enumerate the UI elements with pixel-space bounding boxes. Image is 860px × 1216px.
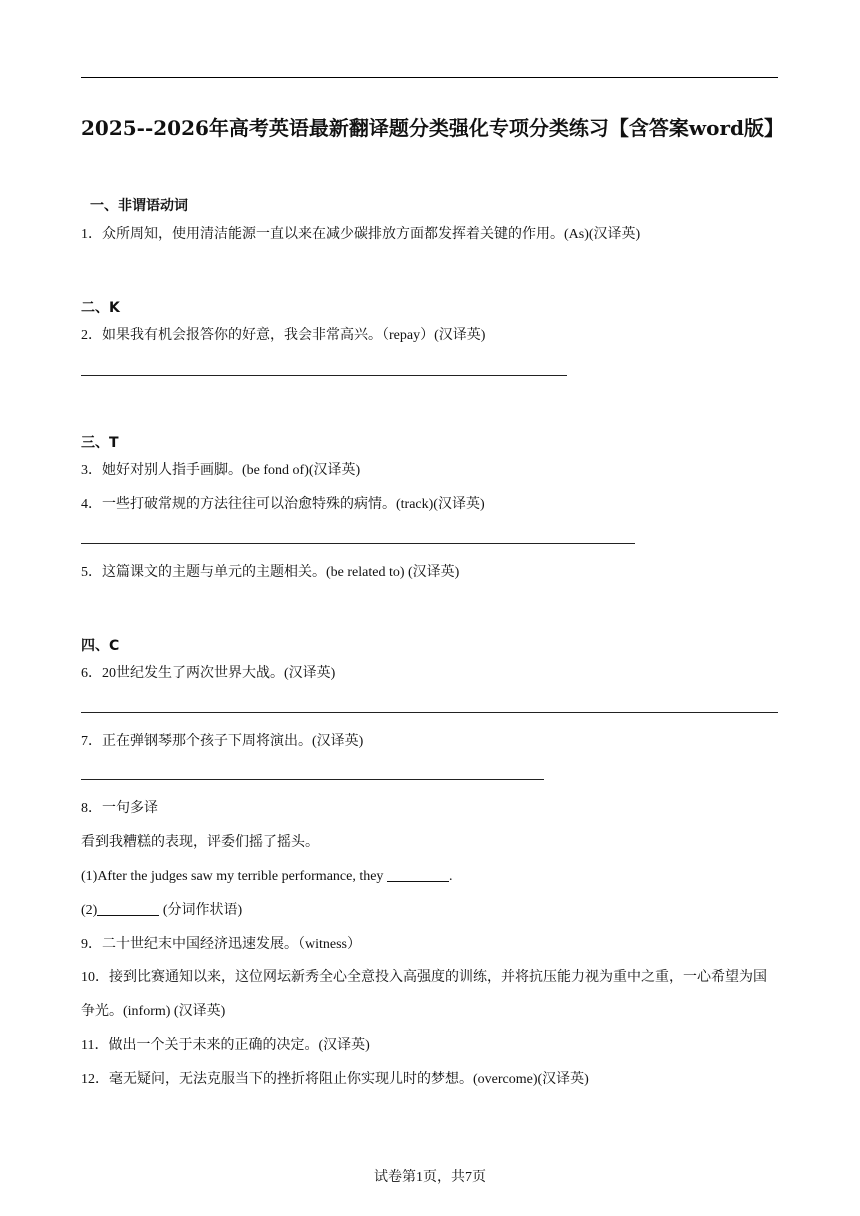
page-footer: 试卷第1页，共7页 — [374, 1170, 486, 1185]
question-2: 2．如果我有机会报答你的好意，我会非常高兴。（repay）(汉译英) — [81, 328, 486, 343]
section-heading-4: 四、C — [81, 638, 120, 654]
answer-blank-8-2 — [97, 901, 159, 916]
question-8-part-1-text: (1)After the judges saw my terrible performance, they — [81, 869, 384, 884]
answer-line-7 — [81, 779, 544, 780]
question-8-prompt: 看到我糟糕的表现，评委们摇了摇头。 — [81, 835, 319, 850]
section-heading-1: 一、非谓语动词 — [90, 198, 188, 214]
question-6: 6．20世纪发生了两次世界大战。(汉译英) — [81, 666, 336, 681]
answer-line-4 — [81, 543, 635, 544]
question-8-part-2-text: (分词作状语) — [159, 903, 243, 918]
question-10: 10．接到比赛通知以来，这位网坛新秀全心全意投入高强度的训练，并将抗压能力视为重中之重，一心希望为国争光。(inform) (汉译英) — [81, 970, 767, 1019]
question-9: 9．二十世纪末中国经济迅速发展。（witness） — [81, 937, 361, 952]
answer-line-6 — [81, 712, 778, 713]
answer-line-2 — [81, 375, 567, 376]
question-12: 12．毫无疑问，无法克服当下的挫折将阻止你实现儿时的梦想。(overcome)(汉译英) — [81, 1072, 589, 1087]
question-8-part-1 — [81, 867, 452, 887]
question-5: 5．这篇课文的主题与单元的主题相关。(be related to) (汉译英) — [81, 565, 460, 580]
answer-blank-8-1 — [387, 867, 449, 882]
question-11: 11．做出一个关于未来的正确的决定。(汉译英) — [81, 1038, 370, 1053]
question-7: 7．正在弹钢琴那个孩子下周将演出。(汉译英) — [81, 734, 364, 749]
page-title: 2025--2026年高考英语最新翻译题分类强化专项分类练习【含答案word版】 — [81, 116, 785, 140]
section-heading-3: 三、T — [81, 435, 119, 451]
question-8-part-1-period: . — [448, 869, 453, 884]
section-heading-2: 二、K — [81, 300, 120, 316]
header-rule — [81, 77, 778, 78]
question-8: 8．一句多译 — [81, 801, 158, 816]
question-8-part-2-prefix: (2) — [81, 903, 98, 918]
question-3: 3．她好对别人指手画脚。(be fond of)(汉译英) — [81, 463, 361, 478]
question-1: 1．众所周知，使用清洁能源一直以来在减少碳排放方面都发挥着关键的作用。(As)(汉译英) — [81, 227, 641, 242]
question-8-part-2 — [81, 901, 242, 921]
question-4: 4．一些打破常规的方法往往可以治愈特殊的病情。(track)(汉译英) — [81, 497, 485, 512]
